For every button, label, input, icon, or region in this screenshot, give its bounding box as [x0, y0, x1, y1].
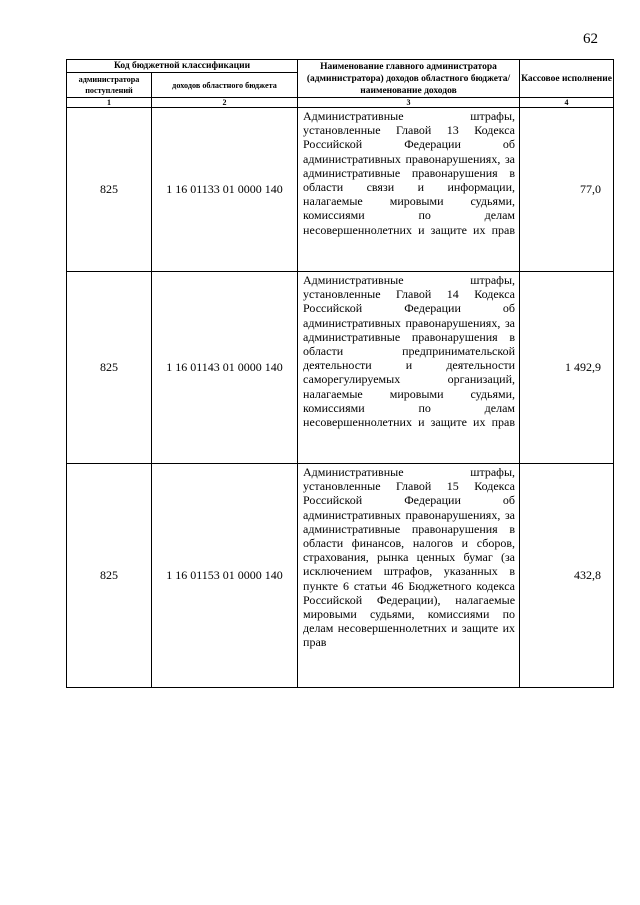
income-name: Административные штрафы, установленные Главой 14 Кодекса Российской Федерации об административных правонарушениях, за административные правонарушения в области предпринимательской деятельности и деятельности саморегулируемых организаций, налагаемые мировыми судьями, комиссиями по делам несовершеннолетних и защите их прав: [303, 273, 516, 430]
income-name: Административные штрафы, установленные Главой 15 Кодекса Российской Федерации об административных правонарушениях, за административные правонарушения в области финансов, налогов и сборов, страхования, рынка ценных бумаг (за исключением штрафов, указанных в пункте 6 статьи 46 Бюджетного кодекса Российской Федерации), налагаемые мировыми судьями, комиссиями по делам несовершеннолетних и защите их прав: [303, 465, 516, 650]
income-name: Административные штрафы, установленные Главой 13 Кодекса Российской Федерации об административных правонарушениях, за административные правонарушения в области связи и информации, налагаемые мировыми судьями, комиссиями по делам несовершеннолетних и защите их прав: [303, 109, 516, 237]
budget-table: [66, 59, 614, 688]
header-admin: администратора поступлений: [67, 73, 152, 98]
page-number: 62: [583, 31, 598, 47]
income-code: 1 16 01153 01 0000 140: [152, 464, 298, 688]
table-row: [67, 464, 614, 688]
header-income: доходов областного бюджета: [152, 73, 298, 98]
amount: 1 492,9: [520, 272, 614, 464]
amount: 432,8: [520, 464, 614, 688]
table-row: [67, 108, 614, 272]
header-group-code: Код бюджетной классификации: [67, 60, 298, 73]
amount: 77,0: [520, 108, 614, 272]
table-row: [67, 272, 614, 464]
admin-code: 825: [67, 108, 152, 272]
admin-code: 825: [67, 464, 152, 688]
column-numbers-row: [67, 98, 614, 108]
column-number: 3: [298, 98, 520, 108]
income-code: 1 16 01143 01 0000 140: [152, 272, 298, 464]
column-number: 2: [152, 98, 298, 108]
column-number: 4: [520, 98, 614, 108]
header-name: Наименование главного администратора (администратора) доходов областного бюджета/ наименование доходов: [298, 60, 520, 98]
header-amount: Кассовое исполнение: [520, 60, 614, 98]
admin-code: 825: [67, 272, 152, 464]
income-code: 1 16 01133 01 0000 140: [152, 108, 298, 272]
column-number: 1: [67, 98, 152, 108]
